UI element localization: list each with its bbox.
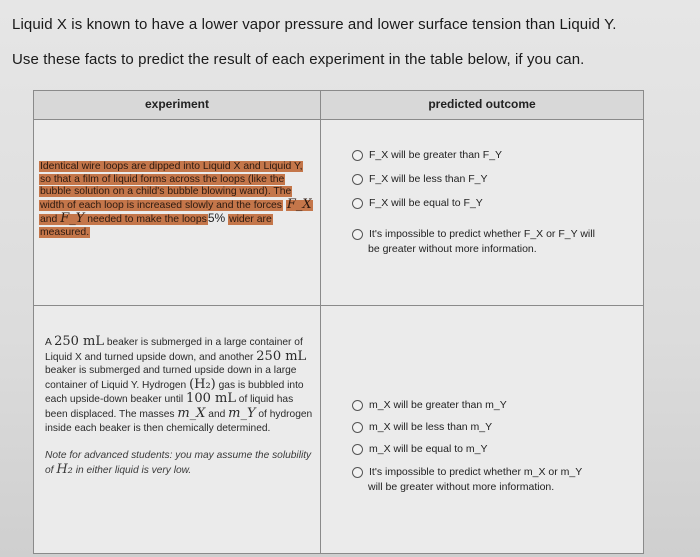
- exp2-option-equal[interactable]: [352, 443, 642, 465]
- exp2-note: [45, 449, 313, 477]
- exp2-note-text: Note for advanced students: you may assume the solubility of: [45, 450, 312, 476]
- exp2-note-text: in either liquid is very low.: [75, 464, 192, 476]
- experiment-1-outcomes: [321, 120, 644, 306]
- exp1-fy: F_Y: [60, 211, 85, 227]
- exp2-volume-3: 100 mL: [186, 391, 236, 407]
- exp1-option-greater[interactable]: [352, 149, 642, 173]
- experiment-1-description: [34, 120, 321, 306]
- exp2-option-less[interactable]: [352, 421, 642, 443]
- exp1-text-c: wider are measured.: [40, 214, 272, 238]
- option-label: F_X will be equal to F_Y: [369, 197, 483, 209]
- header-experiment: experiment: [34, 91, 321, 120]
- experiment-2-outcomes: [321, 306, 644, 554]
- option-label: m_X will be less than m_Y: [369, 421, 493, 433]
- exp2-h2: (H₂): [189, 376, 216, 392]
- radio-button[interactable]: [352, 400, 363, 411]
- exp2-text: A: [45, 337, 52, 348]
- option-label-cont: be greater without more information.: [368, 243, 537, 255]
- exp1-option-equal[interactable]: [352, 197, 642, 221]
- experiment-table: [33, 90, 644, 554]
- radio-button[interactable]: [352, 150, 363, 161]
- option-label-cont: will be greater without more information.: [368, 481, 555, 493]
- exp1-text-b: needed to make the loops: [87, 214, 207, 226]
- radio-button[interactable]: [352, 444, 363, 455]
- intro-line-1: Liquid X is known to have a lower vapor pressure and lower surface tension than Liquid Y.: [12, 16, 617, 33]
- radio-button[interactable]: [352, 229, 363, 240]
- exp2-text: of hydrogen inside each beaker is then chemically determined.: [45, 408, 313, 434]
- exp1-fx: F_X: [286, 196, 312, 212]
- exp2-text: gas is bubbled into each upside-down beaker until: [45, 379, 304, 406]
- exp2-note-h2: H₂: [56, 461, 73, 477]
- experiment-2-description: [34, 306, 321, 554]
- exp1-percent: 5%: [207, 211, 226, 226]
- exp2-option-impossible[interactable]: [352, 465, 642, 499]
- option-label: F_X will be less than F_Y: [369, 173, 488, 185]
- exp1-option-less[interactable]: [352, 173, 642, 197]
- radio-button[interactable]: [352, 467, 363, 478]
- exp2-volume-1: 250 mL: [54, 334, 104, 349]
- exp2-my: m_Y: [228, 405, 256, 421]
- radio-button[interactable]: [352, 422, 363, 433]
- option-label: It's impossible to predict whether F_X or F_Y will: [369, 228, 595, 240]
- header-predicted-outcome: predicted outcome: [321, 91, 644, 120]
- exp2-option-greater[interactable]: [352, 399, 642, 421]
- exp2-text: and: [208, 408, 226, 420]
- exp1-and: and: [40, 214, 58, 226]
- option-label: m_X will be equal to m_Y: [369, 443, 488, 455]
- radio-button[interactable]: [352, 174, 363, 185]
- exp1-option-impossible[interactable]: [352, 227, 642, 261]
- radio-button[interactable]: [352, 198, 363, 209]
- option-label: It's impossible to predict whether m_X or m_Y: [369, 466, 583, 478]
- intro-line-2: Use these facts to predict the result of each experiment in the table below, if you can.: [12, 51, 585, 68]
- exp2-text: beaker is submerged and turned upside down in a large container of Liquid Y. Hydrogen: [45, 365, 297, 391]
- exp2-text: beaker is submerged in a large container of Liquid X and turned upside down, and another: [45, 337, 303, 363]
- option-label: m_X will be greater than m_Y: [369, 399, 507, 411]
- exp2-mx: m_X: [177, 405, 206, 421]
- exp1-text-a: Identical wire loops are dipped into Liquid X and Liquid Y, so that a film of liquid forms across the loops (like the bubble solution on a child's bubble blowing wand). The width of each loop is increased slowly and the forces: [40, 161, 303, 211]
- exp2-text: of liquid has been displaced. The masses: [45, 394, 294, 420]
- exp2-volume-2: 250 mL: [256, 348, 307, 364]
- option-label: F_X will be greater than F_Y: [369, 149, 503, 161]
